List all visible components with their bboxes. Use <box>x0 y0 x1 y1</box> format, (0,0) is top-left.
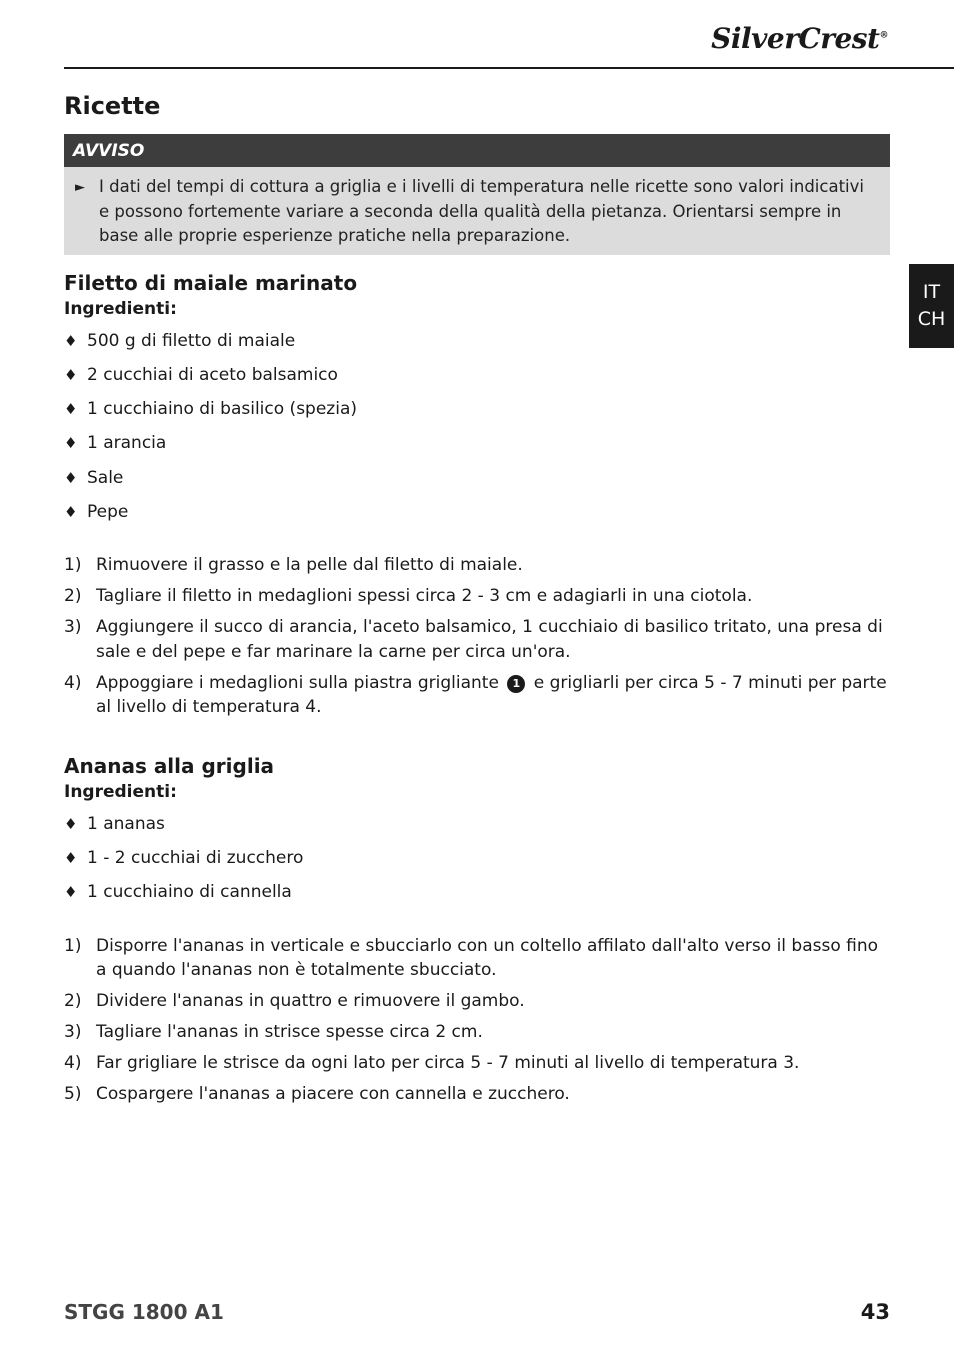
recipe-title: Ananas alla griglia <box>64 753 275 778</box>
step-number: 1) <box>64 935 82 956</box>
list-item <box>64 846 890 880</box>
steps-list <box>64 934 890 1107</box>
step-item <box>64 671 890 720</box>
step-number: 4) <box>64 1053 82 1074</box>
step-item <box>64 615 890 664</box>
step-text: Far grigliare le strisce da ogni lato per circa 5 - 7 minuti al livello di temperatura 3. <box>96 1053 800 1074</box>
list-item <box>64 812 890 846</box>
notice-box <box>64 134 890 255</box>
ingredients-list <box>64 812 890 915</box>
footer-model: STGG 1800 A1 <box>64 1300 224 1324</box>
diamond-bullet-icon: ♦ <box>64 400 78 419</box>
step-item <box>64 584 890 609</box>
recipe-filetto <box>64 271 890 720</box>
step-text: Tagliare il filetto in medaglioni spessi circa 2 - 3 cm e adagiarli in una ciotola. <box>96 586 753 607</box>
step-text: Aggiungere il succo di arancia, l'aceto balsamico, 1 cucchiaio di basilico tritato, una presa di sale e del pepe e far marinare la carne per circa un'ora. <box>96 617 883 662</box>
page-content <box>64 92 890 1113</box>
notice-text: I dati del tempi di cottura a griglia e i livelli di temperatura nelle ricette sono valori indicativi e possono fortemente variare a seconda della qualità della pietanza. Orientarsi sempre in base alle proprie esperienze pratiche nella preparazione. <box>99 177 864 245</box>
diamond-bullet-icon: ♦ <box>64 331 78 350</box>
ingredient-text: Pepe <box>87 501 129 522</box>
list-item <box>64 431 890 465</box>
header-rule <box>64 67 954 69</box>
step-item <box>64 934 890 983</box>
ingredients-label: Ingredienti: <box>64 298 177 319</box>
notice-body <box>64 167 890 255</box>
step-number: 2) <box>64 586 82 607</box>
step-number: 4) <box>64 672 82 693</box>
notice-title: AVVISO <box>64 134 890 167</box>
step-text: e grigliarli per circa 5 - 7 minuti per parte al livello di temperatura 4. <box>96 672 887 718</box>
diamond-bullet-icon: ♦ <box>64 883 78 902</box>
diamond-bullet-icon: ♦ <box>64 434 78 453</box>
step-number: 3) <box>64 617 82 638</box>
list-item <box>64 500 890 534</box>
ingredient-text: 500 g di filetto di maiale <box>87 330 296 351</box>
ingredient-text: 1 arancia <box>87 433 167 454</box>
step-text: Cospargere l'ananas a piacere con cannella e zucchero. <box>96 1084 570 1105</box>
ingredient-text: 1 ananas <box>87 813 165 834</box>
list-item <box>64 466 890 500</box>
diamond-bullet-icon: ♦ <box>64 849 78 868</box>
step-number: 3) <box>64 1022 82 1043</box>
ingredient-text: Sale <box>87 467 124 488</box>
brand-logo <box>711 22 888 55</box>
step-item <box>64 989 890 1014</box>
recipe-ananas <box>64 754 890 1107</box>
arrow-right-icon: ► <box>75 180 85 195</box>
step-item <box>64 1051 890 1076</box>
ingredient-text: 1 - 2 cucchiai di zucchero <box>87 848 304 869</box>
ingredients-label: Ingredienti: <box>64 781 177 802</box>
step-text: Appoggiare i medaglioni sulla piastra grigliante <box>96 672 499 693</box>
diamond-bullet-icon: ♦ <box>64 468 78 487</box>
step-text: Dividere l'ananas in quattro e rimuovere il gambo. <box>96 991 525 1012</box>
step-item <box>64 1082 890 1107</box>
step-number: 5) <box>64 1084 82 1105</box>
ingredient-text: 1 cucchiaino di basilico (spezia) <box>87 399 357 420</box>
page-number: 43 <box>860 1300 890 1324</box>
step-number: 2) <box>64 991 82 1012</box>
brand-name: SilverCrest <box>711 22 880 55</box>
ingredient-text: 2 cucchiai di aceto balsamico <box>87 364 338 385</box>
step-text: Disporre l'ananas in verticale e sbucciarlo con un coltello affilato dall'alto verso il basso fino a quando l'ananas non è totalmente sbucciato. <box>96 935 879 981</box>
language-tab <box>909 264 954 348</box>
step-text: Tagliare l'ananas in strisce spesse circa 2 cm. <box>96 1022 483 1043</box>
language-code-it: IT <box>922 281 941 303</box>
ingredient-text: 1 cucchiaino di cannella <box>87 882 292 903</box>
page-title: Ricette <box>64 92 161 120</box>
diamond-bullet-icon: ♦ <box>64 814 78 833</box>
list-item <box>64 397 890 431</box>
list-item <box>64 363 890 397</box>
step-item <box>64 1020 890 1045</box>
list-item <box>64 329 890 363</box>
steps-list <box>64 553 890 720</box>
language-code-ch: CH <box>917 308 946 330</box>
recipe-title: Filetto di maiale marinato <box>64 270 358 295</box>
step-text: Rimuovere il grasso e la pelle dal filetto di maiale. <box>96 555 523 576</box>
part-number-badge: 1 <box>507 675 525 693</box>
step-number: 1) <box>64 555 82 576</box>
registered-mark: ® <box>879 30 888 41</box>
ingredients-list <box>64 329 890 535</box>
list-item <box>64 880 890 914</box>
diamond-bullet-icon: ♦ <box>64 365 78 384</box>
step-item <box>64 553 890 578</box>
diamond-bullet-icon: ♦ <box>64 502 78 521</box>
